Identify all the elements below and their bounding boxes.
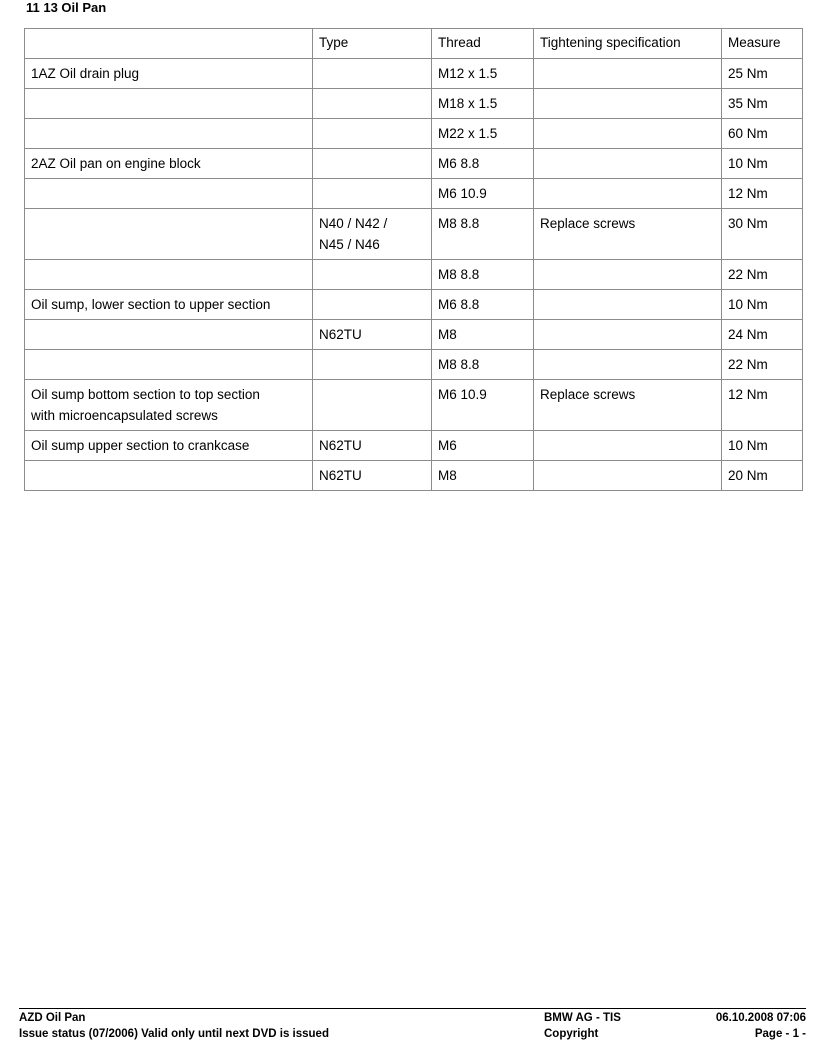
table-row [25, 179, 803, 209]
cell-spec [534, 461, 722, 491]
cell-spec: Replace screws [534, 209, 722, 260]
row-description: Oil sump bottom section to top section with microencapsulated screws [25, 380, 313, 431]
page-title: 11 13 Oil Pan [26, 0, 107, 15]
cell-type [313, 119, 432, 149]
header-type: Type [313, 29, 432, 59]
table-row [25, 59, 803, 89]
cell-thread: M8 [432, 461, 534, 491]
table-row [25, 320, 803, 350]
cell-thread: M8 [432, 320, 534, 350]
cell-spec: Replace screws [534, 380, 722, 431]
row-description-empty [25, 350, 313, 380]
row-description: 1AZ Oil drain plug [25, 59, 313, 89]
table-row [25, 461, 803, 491]
row-description-empty [25, 89, 313, 119]
cell-spec [534, 89, 722, 119]
table-row [25, 350, 803, 380]
cell-thread: M6 10.9 [432, 179, 534, 209]
cell-type [313, 380, 432, 431]
cell-measure: 10 Nm [722, 431, 803, 461]
cell-measure: 22 Nm [722, 350, 803, 380]
cell-type [313, 260, 432, 290]
cell-thread: M8 8.8 [432, 350, 534, 380]
cell-type [313, 179, 432, 209]
cell-spec [534, 320, 722, 350]
table-row [25, 209, 803, 260]
cell-measure: 60 Nm [722, 119, 803, 149]
cell-spec [534, 350, 722, 380]
torque-spec-table [24, 28, 803, 491]
header-measure: Measure [722, 29, 803, 59]
cell-thread: M8 8.8 [432, 260, 534, 290]
cell-measure: 24 Nm [722, 320, 803, 350]
cell-thread: M22 x 1.5 [432, 119, 534, 149]
cell-thread: M6 8.8 [432, 290, 534, 320]
table-row [25, 290, 803, 320]
cell-spec [534, 260, 722, 290]
cell-thread: M6 [432, 431, 534, 461]
cell-spec [534, 179, 722, 209]
cell-type [313, 290, 432, 320]
header-description [25, 29, 313, 59]
footer-issue-status: Issue status (07/2006) Valid only until next DVD is issued [19, 1028, 329, 1040]
table-row [25, 431, 803, 461]
cell-spec [534, 149, 722, 179]
table-row [25, 380, 803, 431]
row-description-empty [25, 209, 313, 260]
footer-row-top [19, 1012, 806, 1028]
cell-spec [534, 431, 722, 461]
footer-row-bottom [19, 1028, 806, 1044]
cell-measure: 10 Nm [722, 149, 803, 179]
cell-measure: 12 Nm [722, 380, 803, 431]
table-row [25, 260, 803, 290]
row-description-empty [25, 119, 313, 149]
row-description: Oil sump upper section to crankcase [25, 431, 313, 461]
footer-copyright: Copyright [544, 1028, 599, 1040]
row-description: 2AZ Oil pan on engine block [25, 149, 313, 179]
cell-type [313, 149, 432, 179]
cell-measure: 25 Nm [722, 59, 803, 89]
row-description-empty [25, 461, 313, 491]
header-thread: Thread [432, 29, 534, 59]
cell-thread: M12 x 1.5 [432, 59, 534, 89]
table-row [25, 149, 803, 179]
cell-type [313, 350, 432, 380]
cell-thread: M6 10.9 [432, 380, 534, 431]
cell-thread: M6 8.8 [432, 149, 534, 179]
cell-spec [534, 119, 722, 149]
page-footer [19, 1008, 806, 1044]
row-description: Oil sump, lower section to upper section [25, 290, 313, 320]
table-row [25, 89, 803, 119]
row-description-empty [25, 320, 313, 350]
cell-measure: 30 Nm [722, 209, 803, 260]
footer-doc-name: AZD Oil Pan [19, 1012, 86, 1024]
footer-page-number: Page - 1 - [754, 1028, 806, 1040]
row-description-empty [25, 260, 313, 290]
cell-type: N62TU [313, 461, 432, 491]
cell-type: N62TU [313, 320, 432, 350]
cell-spec [534, 290, 722, 320]
table-row [25, 119, 803, 149]
footer-datetime: 06.10.2008 07:06 [715, 1012, 806, 1024]
cell-thread: M18 x 1.5 [432, 89, 534, 119]
footer-publisher: BMW AG - TIS [544, 1012, 621, 1024]
cell-type [313, 89, 432, 119]
cell-type [313, 59, 432, 89]
row-description-empty [25, 179, 313, 209]
cell-type: N40 / N42 / N45 / N46 [313, 209, 432, 260]
table-header-row [25, 29, 803, 59]
cell-type: N62TU [313, 431, 432, 461]
cell-measure: 12 Nm [722, 179, 803, 209]
cell-spec [534, 59, 722, 89]
cell-measure: 35 Nm [722, 89, 803, 119]
cell-thread: M8 8.8 [432, 209, 534, 260]
cell-measure: 20 Nm [722, 461, 803, 491]
header-tightening-spec: Tightening specification [534, 29, 722, 59]
cell-measure: 22 Nm [722, 260, 803, 290]
cell-measure: 10 Nm [722, 290, 803, 320]
